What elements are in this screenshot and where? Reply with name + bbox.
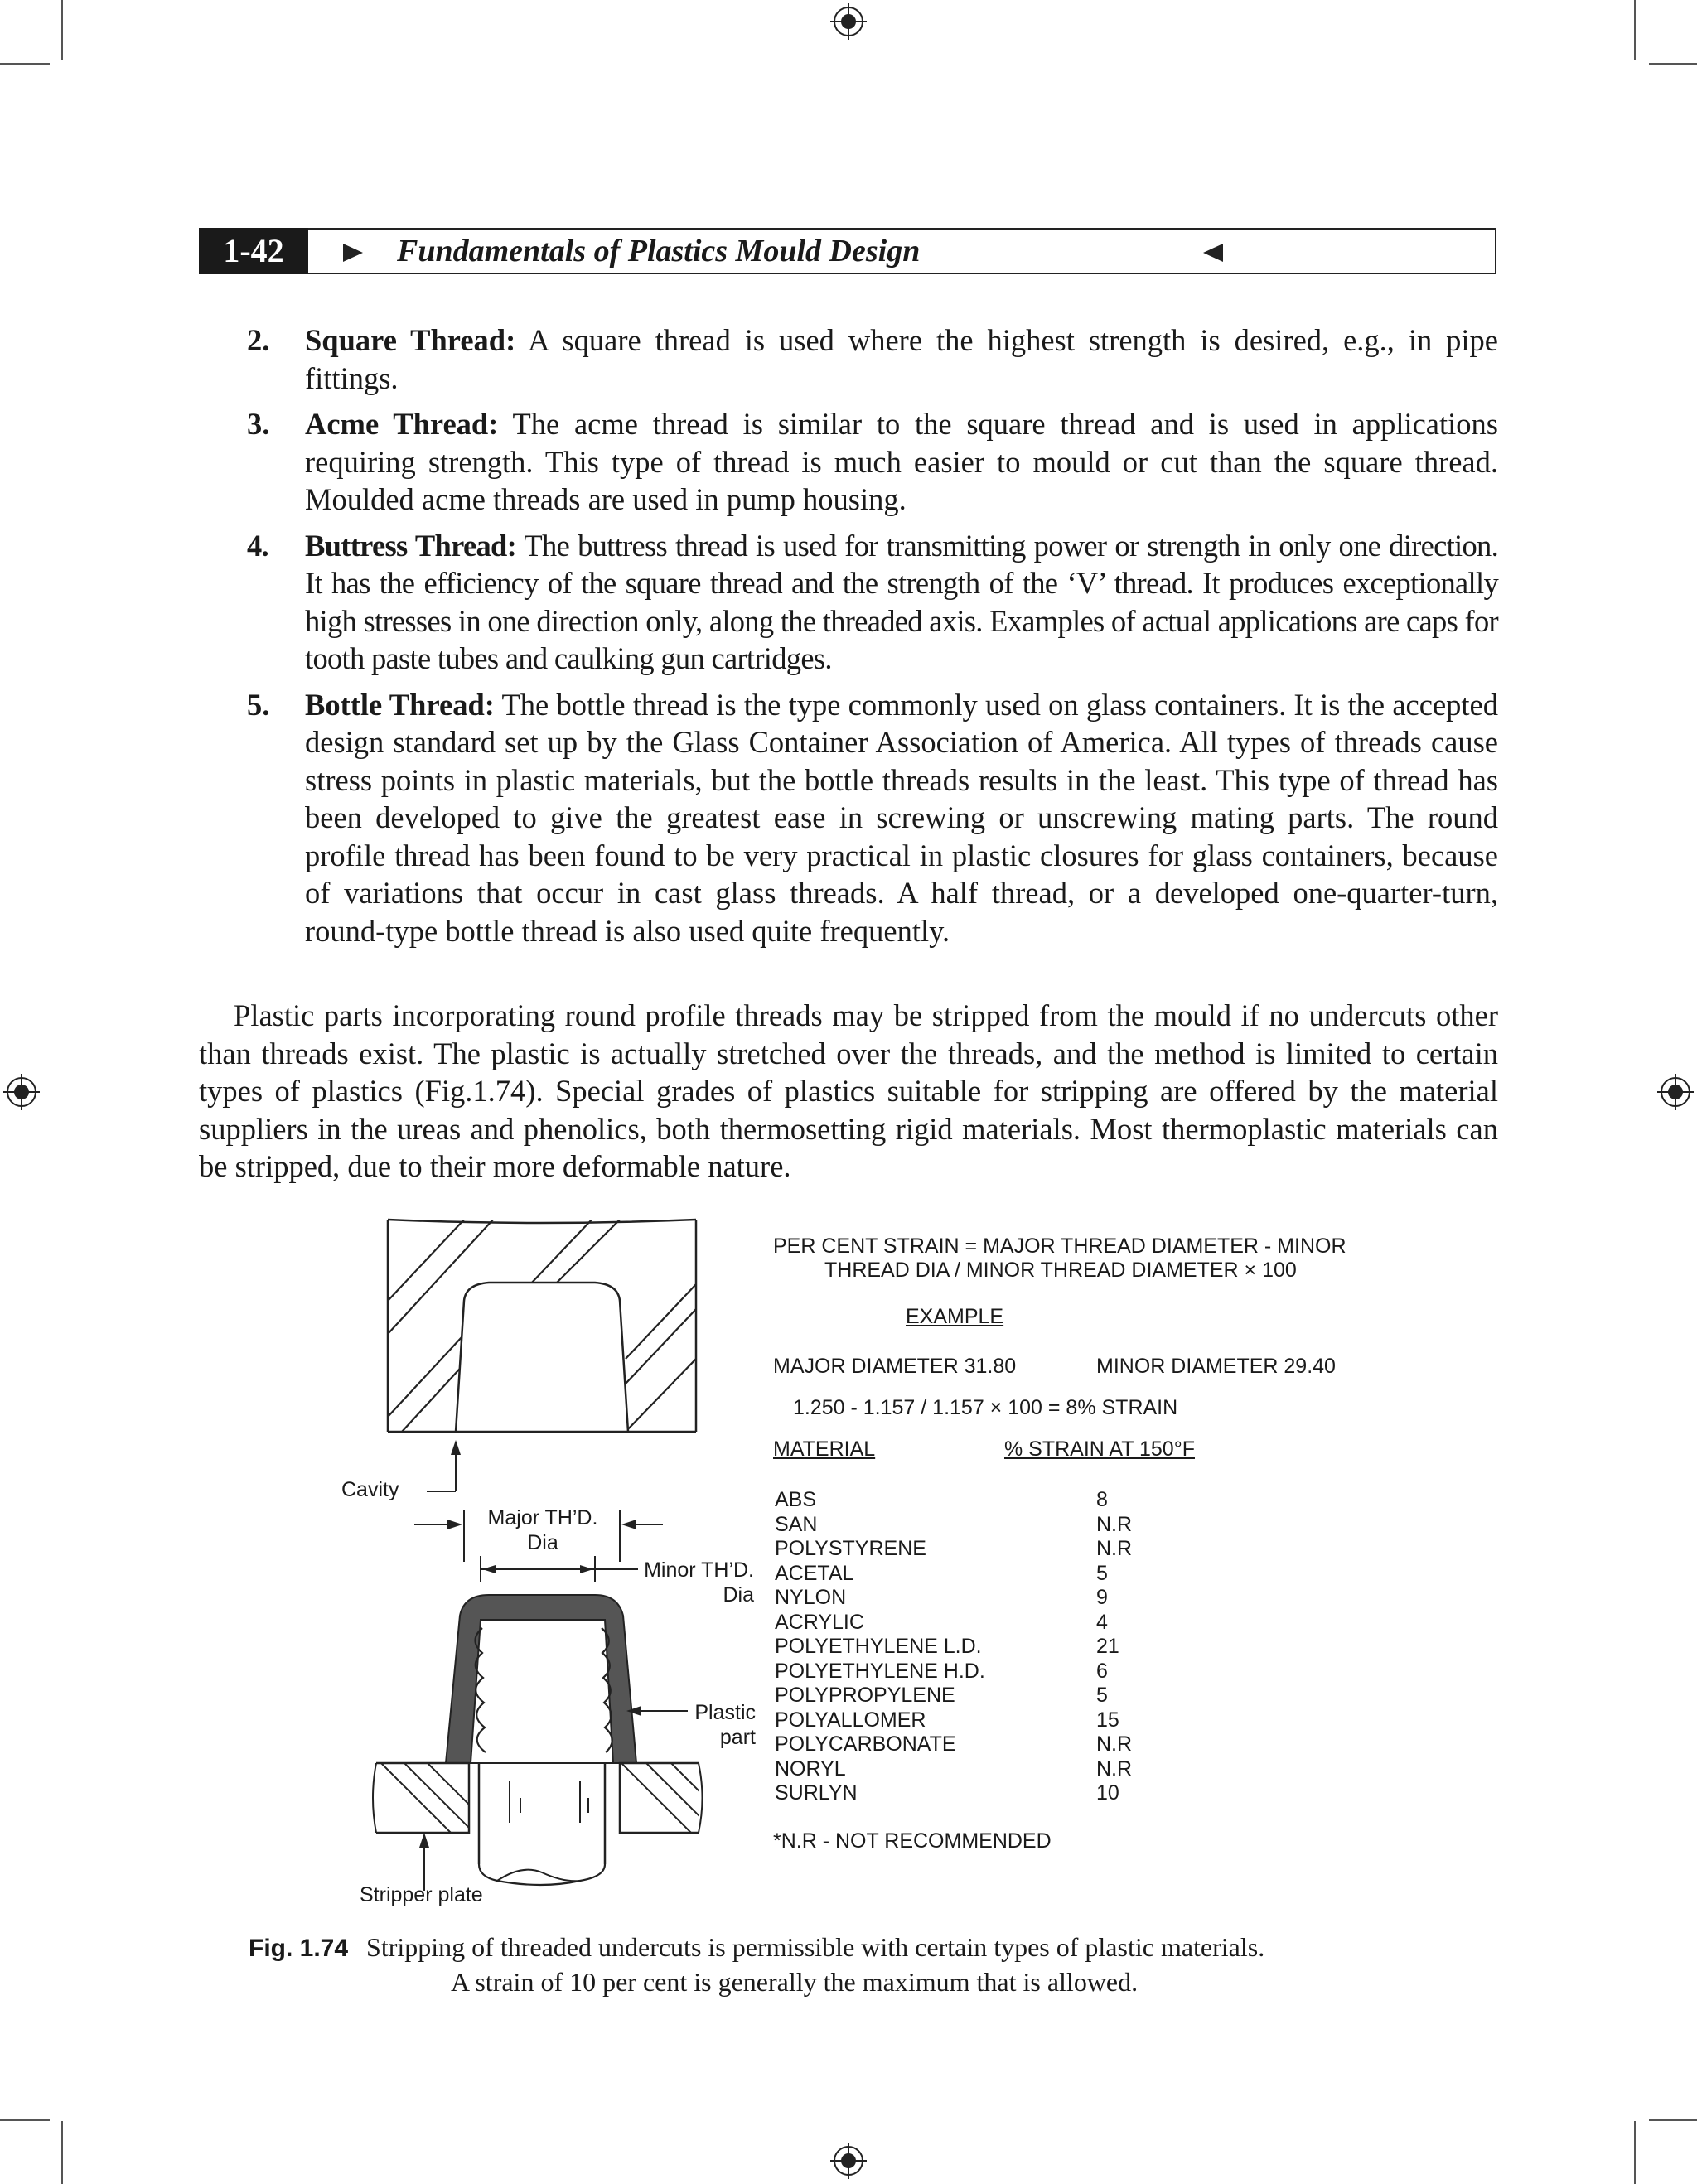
list-term: Bottle Thread: xyxy=(305,687,495,722)
list-term: Square Thread: xyxy=(305,323,516,357)
table-row: POLYSTYRENE N.R xyxy=(775,1537,1133,1560)
caption-line-2: A strain of 10 per cent is generally the maximum that is allowed. xyxy=(451,1967,1139,1997)
list-text: The acme thread is similar to the square thread and is used in applications requiring strength. This type of thread is much easier to mould or cut than the square thread. Moulded acme threads are used in pump housing. xyxy=(305,407,1498,516)
table-row: POLYPROPYLENE 5 xyxy=(775,1684,1108,1707)
list-item xyxy=(199,405,1498,519)
example-heading: EXAMPLE xyxy=(906,1305,1004,1328)
plastic-part xyxy=(446,1595,636,1763)
page-number: 1-42 xyxy=(199,228,308,274)
list-text: A square thread is used where the highest strength is desired, e.g., in pipe fittings. xyxy=(305,323,1498,395)
crop-mark xyxy=(61,2121,63,2184)
table-row: POLYETHYLENE H.D. 6 xyxy=(775,1659,1108,1683)
table-row: POLYCARBONATE N.R xyxy=(775,1732,1133,1756)
list-item xyxy=(199,686,1498,950)
crop-mark xyxy=(1649,2119,1697,2121)
cavity-label: Cavity xyxy=(341,1478,399,1501)
table-row: POLYETHYLENE L.D. 21 xyxy=(775,1635,1119,1658)
book-title: Fundamentals of Plastics Mould Design xyxy=(397,234,921,268)
major-diameter: MAJOR DIAMETER 31.80 xyxy=(773,1355,1017,1378)
figure-caption xyxy=(249,1930,1492,1998)
table-row: SURLYN 10 xyxy=(775,1781,1119,1805)
arrow-right-icon xyxy=(343,244,363,262)
list-number: 5. xyxy=(247,687,270,722)
registration-mark-icon xyxy=(830,2143,867,2179)
material-column-header: MATERIAL xyxy=(773,1437,876,1461)
figure-1-74 xyxy=(331,1210,1409,1939)
major-dia-label: Major TH’D. Dia xyxy=(487,1506,598,1554)
table-row: ABS 8 xyxy=(775,1488,1108,1511)
registration-mark-icon xyxy=(3,1074,40,1110)
footnote: *N.R - NOT RECOMMENDED xyxy=(773,1829,1052,1853)
body-paragraph: Plastic parts incorporating round profile threads may be stripped from the mould if no undercuts other than threads exist. The plastic is actually stretched over the threads, and the method is limited to certain types of plastics (Fig.1.74). Special grades of plastics suitable for stripping are offered by the material suppliers in the ureas and phenolics, both thermosetting rigid materials. Most thermoplastic materials can be stripped, due to their more deformable nature. xyxy=(199,998,1498,1183)
table-row: ACRYLIC 4 xyxy=(775,1610,1108,1634)
list-number: 2. xyxy=(247,323,270,357)
registration-mark-icon xyxy=(830,3,867,40)
table-row: POLYALLOMER 15 xyxy=(775,1708,1119,1732)
thread-types-list xyxy=(199,321,1498,958)
crop-mark xyxy=(1634,2121,1636,2184)
stripper-plate xyxy=(373,1763,741,1833)
crop-mark xyxy=(0,2119,50,2121)
list-item xyxy=(199,321,1498,397)
list-text: The bottle thread is the type commonly used on glass containers. It is the accepted design standard set up by the Glass Container Association of America. All types of threads cause stress points in plastic materials, but the bottle threads results in the least. This type of thread has been developed to give the greatest ease in screwing or unscrewing mating parts. The round profile thread has been found to be very practical in plastic closures for glass containers, because of variations that occur in cast glass threads. A half thread, or a developed one-quarter-turn, round-type bottle thread is also used quite frequently. xyxy=(305,687,1498,948)
minor-diameter: MINOR DIAMETER 29.40 xyxy=(1096,1355,1336,1378)
crop-mark xyxy=(61,0,63,60)
figure-number: Fig. 1.74 xyxy=(249,1935,349,1962)
registration-mark-icon xyxy=(1657,1074,1694,1110)
minor-dia-label: Minor TH’D. Dia xyxy=(644,1558,754,1607)
strain-formula: PER CENT STRAIN = MAJOR THREAD DIAMETER - MINOR THREAD DIA / MINOR THREAD DIAMETER × 100 xyxy=(773,1235,1346,1282)
core-pin xyxy=(479,1763,605,1885)
stripper-plate-label: Stripper plate xyxy=(360,1883,483,1906)
caption-line-1: Stripping of threaded undercuts is permissible with certain types of plastic materials. xyxy=(366,1932,1265,1962)
crop-mark xyxy=(1649,63,1697,65)
list-term: Acme Thread: xyxy=(305,407,499,441)
running-header xyxy=(199,228,1496,274)
list-number: 4. xyxy=(247,528,268,563)
table-row: ACETAL 5 xyxy=(775,1561,1108,1585)
table-row: NORYL N.R xyxy=(775,1756,1133,1781)
list-number: 3. xyxy=(247,407,270,441)
crop-mark xyxy=(1634,0,1636,60)
crop-mark xyxy=(0,63,50,65)
list-text: The buttress thread is used for transmitting power or strength in only one direction. It has the efficiency of the square thread and the strength of the ‘V’ thread. It produces exceptionally high stresses in one direction only, along the threaded axis. Examples of actual applications are caps for tooth paste tubes and caulking gun cartridges. xyxy=(305,528,1498,675)
example-calculation: 1.250 - 1.157 / 1.157 × 100 = 8% STRAIN xyxy=(793,1396,1178,1419)
table-row: SAN N.R xyxy=(775,1512,1133,1536)
plastic-part-label: Plastic part xyxy=(694,1701,756,1749)
list-term: Buttress Thread: xyxy=(305,528,517,563)
cavity-block xyxy=(388,1210,696,1432)
strain-column-header: % STRAIN AT 150°F xyxy=(1004,1437,1195,1461)
arrow-left-icon xyxy=(1203,244,1223,262)
table-row: NYLON 9 xyxy=(775,1586,1108,1609)
list-item xyxy=(199,527,1498,678)
